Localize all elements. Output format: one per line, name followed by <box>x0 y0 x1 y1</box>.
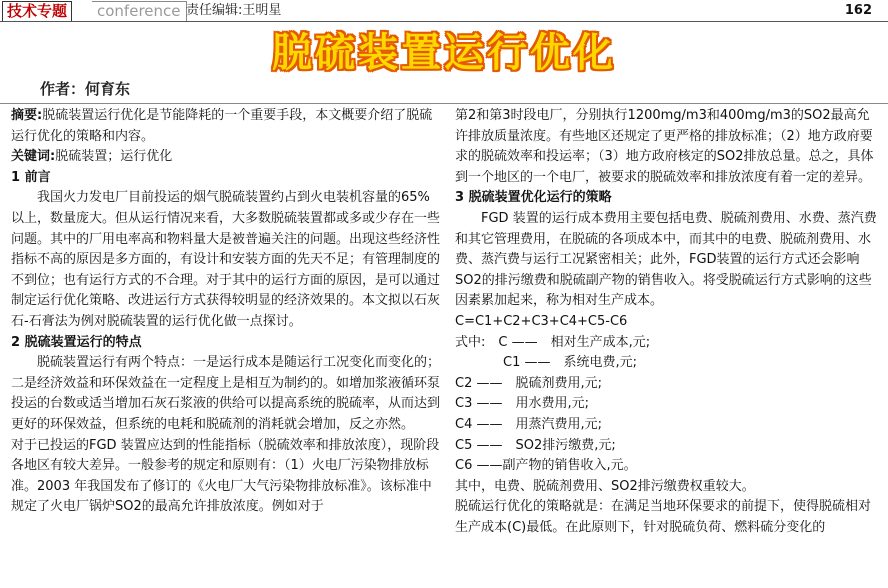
section-body-characteristics: 脱硫装置运行有两个特点：一是运行成本是随运行工况变化而变化的；二是经济效益和环保效益在一定程度上是相互为制约的。如增加浆液循环泵投运的台数或适当增加石灰石浆液的供给可以提高系统的脱硫率，从而达到更好的环保效益，但系统的电耗和脱硫剂的消耗就会增加，反之亦然。 <box>11 355 441 432</box>
keywords <box>11 147 441 168</box>
cost-weight-paragraph: 其中，电费、脱硫剂费用、SO2排污缴费权重较大。 <box>455 478 755 494</box>
page-number: 162 <box>844 3 872 18</box>
formula-definition-c5: C5 —— SO2排污缴费,元; <box>455 437 616 453</box>
formula-definition-c: 式中: C —— 相对生产成本,元; <box>455 334 651 350</box>
responsible-editor: 责任编辑:王明星 <box>186 3 282 18</box>
header-divider <box>0 21 888 22</box>
section-heading-preface: 1 前言 <box>11 169 51 185</box>
formula-definition-c4: C4 —— 用蒸汽费用,元; <box>455 416 602 432</box>
right-column <box>455 106 880 538</box>
abstract-text: 脱硫装置运行优化是节能降耗的一个重要手段，本文概要介绍了脱硫运行优化的策略和内容。 <box>11 108 433 144</box>
article-title: 脱硫装置运行优化 <box>272 30 616 76</box>
cost-formula: C=C1+C2+C3+C4+C5-C6 <box>455 313 628 329</box>
column-brand-label: 技术专题 <box>2 1 72 22</box>
left-column <box>11 106 441 518</box>
optimization-strategy-paragraph: 脱硫运行优化的策略就是：在满足当地环保要求的前提下，使得脱硫相对生产成本(C)最低。在此原则下，针对脱硫负荷、燃料硫分变化的 <box>455 499 872 535</box>
section-heading-characteristics: 2 脱硫装置运行的特点 <box>11 334 142 350</box>
emission-limits-paragraph: 第2和第3时段电厂，分别执行1200mg/m3和400mg/m3的SO2最高允许排放质量浓度。有些地区还规定了更严格的排放标准；（2）地方政府要求的脱硫效率和投运率；（3）地方政府核定的SO2排放总量。总之，具体到一个地区的一个电厂，被要求的脱硫效率和排放浓度有着一定的差异。 <box>455 108 874 185</box>
formula-definition-c1: C1 —— 系统电费,元; <box>503 355 637 371</box>
section-heading-strategy: 3 脱硫装置优化运行的策略 <box>455 190 612 206</box>
section-body-strategy: FGD 装置的运行成本费用主要包括电费、脱硫剂费用、水费、蒸汽费和其它管理费用，在脱硫的各项成本中，而其中的电费、脱硫剂费用、水费、蒸汽费与运行工况紧密相关；此外，FGD装置的运行方式还会影响SO2的排污缴费和脱硫副产物的销售收入。将受脱硫运行方式影响的这些因素累加起来，称为相对生产成本。 <box>455 210 877 309</box>
section-body-standards: 对于已投运的FGD 装置应达到的性能指标（脱硫效率和排放浓度），现阶段各地区有较大差异。一般参考的规定和原则有：（1）火电厂污染物排放标准。2003 年我国发布了修订的《火电厂大气污染物排放标准》。该标准中规定了火电厂锅炉SO2的最高允许排放浓度。例如对于 <box>11 437 440 515</box>
formula-definition-c6: C6 ——副产物的销售收入,元。 <box>455 458 637 474</box>
keywords-label: 关键词: <box>11 149 56 165</box>
formula-definition-c2: C2 —— 脱硫剂费用,元; <box>455 375 602 391</box>
keywords-text: 脱硫装置；运行优化 <box>55 149 173 165</box>
author-divider <box>0 103 888 104</box>
abstract <box>11 106 441 147</box>
article-author: 作者：何育东 <box>40 80 131 98</box>
abstract-label: 摘要: <box>11 108 43 123</box>
section-body-preface: 我国火力发电厂目前投运的烟气脱硫装置约占到火电装机容量的65%以上，数量庞大。但从运行情况来看，大多数脱硫装置都或多或少存在一些问题。其中的厂用电率高和物料量大是被普遍关注的问题。出现这些经济性指标不高的原因是多方面的，有设计和安装方面的先天不足；有管理制度的不到位；也有运行方式的不合理。对于其中的运行方面的原因，是可以通过制定运行优化策略、改进运行方式获得较明显的经济效果的。本文拟以石灰石-石膏法为例对脱硫装置的运行优化做一点探讨。 <box>11 190 441 329</box>
formula-definition-c3: C3 —— 用水费用,元; <box>455 396 589 412</box>
page-header <box>0 0 888 22</box>
column-brand-english-label: conference <box>92 1 187 22</box>
